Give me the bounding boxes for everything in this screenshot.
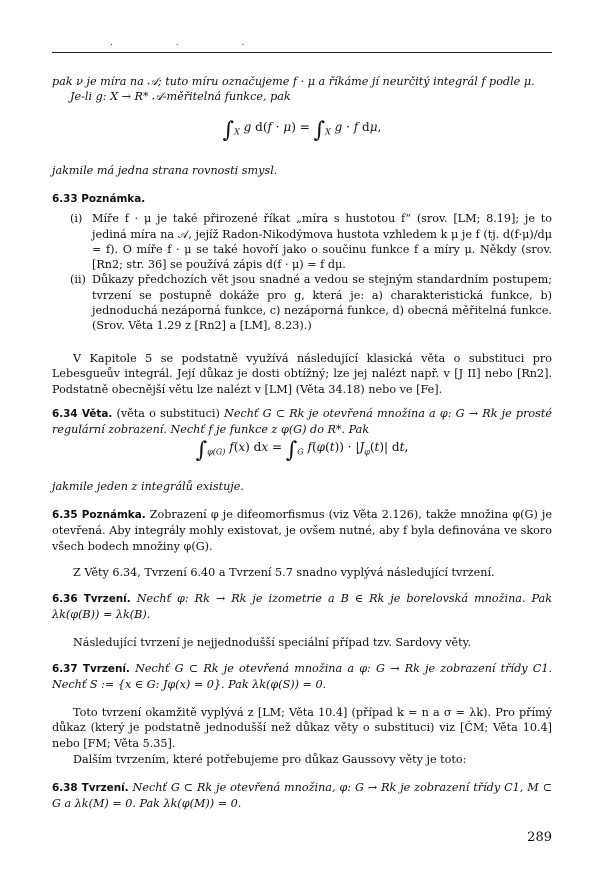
proposition-6-36-text: Nechť φ: Rk → Rk je izometrie a B ∈ Rk je borelovská množina. Pak λk(φ(B)) = λk(B).: [52, 592, 552, 622]
remark-6-35: [52, 507, 552, 554]
proposition-6-38: [52, 780, 552, 812]
remark-6-35-text: Zobrazení φ je difeomorfismus (viz Věta 2.126), takže množina φ(G) je otevřená. Aby integrály mohly existovat, je ovšem nutné, aby f byla definována ve skoro všech bodech množiny φ(G).: [52, 508, 552, 553]
proposition-6-38-text: Nechť G ⊂ Rk je otevřená množina, φ: G → Rk je zobrazení třídy C1, M ⊂ G a λk(M) = 0. Pak λk(φ(M)) = 0.: [52, 781, 552, 811]
theorem-6-34: [52, 406, 552, 438]
proposition-6-37-text: Nechť G ⊂ Rk je otevřená množina a φ: G → Rk je zobrazení třídy C1. Nechť S := {x ∈ G: Jφ(x) = 0}. Pak λk(φ(S)) = 0.: [52, 662, 553, 692]
proposition-6-37: [52, 661, 552, 693]
page-number: 289: [527, 830, 552, 845]
proposition-6-36-heading: 6.36 Tvrzení.: [52, 593, 131, 605]
remark-6-35-heading: 6.35 Poznámka.: [52, 509, 146, 521]
theorem-6-34-text: Nechť G ⊂ Rk je otevřená množina a φ: G → Rk je prosté regulární zobrazení. Nechť f je funkce z φ(G) do R*. Pak: [52, 407, 553, 437]
intro-line-3: jakmile má jedna strana rovnosti smysl.: [52, 164, 278, 177]
running-header: . . .: [110, 38, 275, 48]
remark-6-33: [52, 192, 552, 334]
intro-line-1: pak ν je míra na 𝒜; tuto míru označujeme f · μ a říkáme jí neurčitý integrál f podle μ.: [52, 75, 535, 88]
paragraph-chapter-5: V Kapitole 5 se podstatně využívá následující klasická věta o substituci pro Lebesgueův integrál. Její důkaz je dosti obtížný; lze jej nalézt např. v [J II] nebo [Rn2]. Podstatně obecnější větu lze nalézt v [LM] (Věta 34.18) nebo ve [Fe].: [52, 352, 552, 396]
paragraph-sard: Následující tvrzení je nejjednodušší speciální případ tzv. Sardovy věty.: [73, 636, 472, 649]
proposition-6-36: [52, 591, 552, 623]
remark-6-33-item-i: (i) Míře f · μ je také přirozené říkat „míra s hustotou f“ (srov. [LM; 8.19]; je to jediná míra na 𝒜, jejíž Radon-Nikodýmova hustota vzhledem k μ je f (tj. d(f·μ)/dμ = f). O míře f · μ se také hovoří jako o součinu funkce f a míry μ. Někdy (srov. [Rn2; str. 36] se používá zápis d(f · μ) = f dμ.: [70, 212, 552, 272]
theorem-6-34-subtitle: (věta o substituci): [116, 407, 220, 420]
intro-block: [52, 74, 552, 105]
proposition-6-38-heading: 6.38 Tvrzení.: [52, 782, 129, 794]
page: [52, 30, 552, 880]
remark-6-33-item-ii-text: Důkazy předchozích vět jsou snadné a vedou se stejným standardním postupem; tvrzení se postupně dokáže pro g, která je: a) charakteristická funkce, b) jednoduchá nezáporná funkce, c) nezáporná funkce, d) obecná měřitelná funkce. (Srov. Věta 1.29 z [Rn2] a [LM], 8.23).): [92, 273, 552, 333]
theorem-6-34-after: jakmile jeden z integrálů existuje.: [52, 480, 244, 493]
intro-line-2: Je-li g: X → R* 𝒜-měřitelná funkce, pak: [70, 90, 291, 104]
remark-6-33-item-i-text: Míře f · μ je také přirozené říkat „míra s hustotou f“ (srov. [LM; 8.19]; je to jediná míra na 𝒜, jejíž Radon-Nikodýmova hustota vzhledem k μ je f (tj. d(f·μ)/dμ = f). O míře f · μ se také hovoří jako o součinu funkce f a míry μ. Někdy (srov. [Rn2; str. 36] se používá zápis d(f · μ) = f dμ.: [92, 212, 552, 272]
theorem-6-34-heading: 6.34 Věta.: [52, 408, 113, 420]
equation-1: $\int_X$ g $d(f \cdot \mu) = \int_X$ g · f dμ,: [222, 118, 382, 143]
remark-6-33-heading: 6.33 Poznámka.: [52, 193, 146, 205]
header-rule: [52, 52, 552, 53]
paragraph-dalsim: Dalším tvrzením, které potřebujeme pro důkaz Gaussovy věty je toto:: [73, 753, 467, 766]
equation-substitution: $\int_{\varphi(G)}$ f(x) dx = $\int_G$ $f(\varphi(t)) \cdot |J_\varphi(t)|$ dt,: [195, 438, 409, 463]
remark-6-33-item-ii: (ii) Důkazy předchozích vět jsou snadné a vedou se stejným standardním postupem; tvrzení se postupně dokáže pro g, která je: a) charakteristická funkce, b) jednoduchá nezáporná funkce, c) nezáporná funkce, d) obecná měřitelná funkce. (Srov. Věta 1.29 z [Rn2] a [LM], 8.23).): [70, 273, 552, 333]
proposition-6-37-heading: 6.37 Tvrzení.: [52, 663, 130, 675]
paragraph-z-vety: Z Věty 6.34, Tvrzení 6.40 a Tvrzení 5.7 snadno vyplývá následující tvrzení.: [73, 566, 495, 579]
paragraph-toto: Toto tvrzení okamžitě vyplývá z [LM; Věta 10.4] (případ k = n a σ = λk). Pro přímý důkaz (který je podstatně jednodušší než důkaz věty o substituci) viz [ČM; Věta 10.4] nebo [FM; Věta 5.35].: [52, 706, 552, 750]
